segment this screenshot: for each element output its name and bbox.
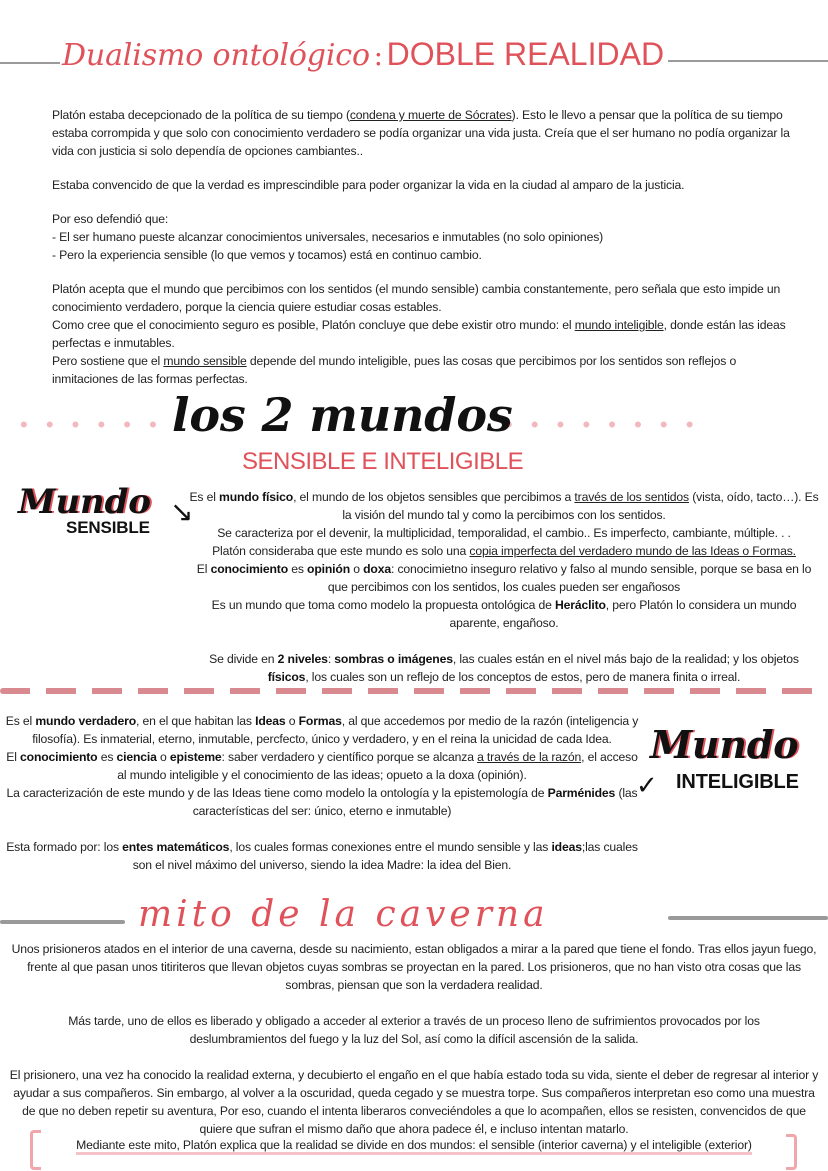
intro-paragraph-4a: Platón acepta que el mundo que percibimos con los sentidos (el mundo sensible) cambia constantemente, pero señala que esto impide un conocimiento verdadero, porque la ciencia quiere estudiar cosas estables. <box>52 282 781 314</box>
intro-paragraph-3-head: Por eso defendió que: <box>52 212 169 226</box>
section-divider <box>0 688 828 694</box>
worlds-title: los 2 mundos <box>172 388 513 442</box>
intro-paragraph-2: Estaba convencido de que la verdad es imprescindible para poder organizar la vida en la ciudad al amparo de la justicia. <box>52 178 685 192</box>
check-arrow-icon: ✓ <box>636 770 658 800</box>
cave-paragraph-1: Unos prisioneros atados en el interior de una caverna, desde su nacimiento, estan obligados a mirar a la pared que tiene el fondo. Tras ellos jayun fuego, frente al que pasan unos titiriteros que llevan objetos cuyas sombras se proyectan en la pared. Los prisioneros, que no han visto otra cosas que las sombras, piensan que son la verdadera realidad. <box>11 942 817 992</box>
cave-rule-left <box>0 920 125 924</box>
intro-paragraph-4c: Pero sostiene que el mundo sensible depende del mundo inteligible, pues las cosas que percibimos por los sentidos son reflejos o inmitaciones de las formas perfectas. <box>52 354 737 386</box>
decorative-dots: • • • • • • • <box>20 412 189 437</box>
sensible-text: Es el mundo físico, el mundo de los objetos sensibles que percibimos a través de los sentidos (vista, oído, tacto…). Es la visión del mundo tal y como la percibimos con los sentidos. Se caracteriza por el devenir, la multiplicidad, temporalidad, el cambio.. Es imperfecto, cambiante, múltiple. . . Platón consideraba que este mundo es solo una copia imperfecta del verdadero mundo de las Ideas o Formas. El conocimiento es opinión o doxa: conocimietno inseguro relativo y falso al mundo sensible, porque se basa en lo que percibimos con los sentidos, los cuales pueden ser engañosos Es un mundo que toma como modelo la propuesta ontológica de Heráclito, pero Platón lo considera un mundo aparente, engañoso. Se divide en 2 niveles: sombras o imágenes, las cuales están en el nivel más bajo de la realidad; y los objetos físicos, los cuales son un reflejo de los conceptos de estos, pero de manera finita o irreal. <box>189 490 819 684</box>
bracket-left <box>30 1130 41 1170</box>
intro-bullet-1: - El ser humano pueste alcanzar conocimientos universales, necesarios e inmutables (no solo opiniones) <box>52 230 604 244</box>
cave-paragraph-3: El prisionero, una vez ha conocido la realidad externa, y decubierto el engaño en el que había estado toda su vida, siente el deber de regresar al interior y ayudar a sus compañeros. Sin embargo, al volver a la oscuridad, queda cegado y se muestra torpe. Sus compañeros interpretan eso como una muestra de que no deben repetir su aventura, Por eso, cuando el intenta liberaros conveciéndoles a que lo acompañen, ellos se resisten, convencidos de que quiere que sufran el mismo daño que ahora padece él, e incluso intentan matarlo. <box>9 1068 819 1136</box>
inteligible-text: Es el mundo verdadero, en el que habitan las Ideas o Formas, al que accedemos por medio de la razón (inteligencia y filosofía). Es inmaterial, eterno, inmutable, percfecto, único y verdadero, y en el reina la unicidad de cada Idea. El conocimiento es ciencia o episteme: saber verdadero y científico porque se alcanza a través de la razón, el acceso al mundo inteligible y el conocimiento de las ideas; opueto a la doxa (opinión). La caracterización de este mundo y de las Ideas tiene como modelo la ontología y la epistemología de Parménides (las características del ser: único, eterno e inmutable) Esta formado por: los entes matemáticos, los cuales formas conexiones entre el mundo sensible y las ideas;las cuales son el nivel máximo del universo, siendo la idea Madre: la idea del Bien. <box>5 714 639 872</box>
title-separator: : <box>373 39 383 72</box>
inteligible-label: Mundo INTELIGIBLE <box>650 722 799 793</box>
decorative-dots: • • • • • • • • <box>505 412 700 437</box>
cave-paragraph-2: Más tarde, uno de ellos es liberado y obligado a acceder al exterior a través de un proceso lleno de sufrimientos provocados por los deslumbramientos del fuego y la luz del Sol, así como la difícil ascensión de la salida. <box>68 1014 760 1046</box>
bracket-right <box>786 1134 797 1170</box>
intro-bullet-2: - Pero la experiencia sensible (lo que vemos y tocamos) está en continuo cambio. <box>52 248 482 262</box>
arrow-icon: ↘ <box>170 496 194 527</box>
sensible-label: Mundo SENSIBLE <box>18 482 151 537</box>
intro-paragraph-1: Platón estaba decepcionado de la política de su tiempo (condena y muerte de Sócrates). Esto le llevo a pensar que la política de su tiempo estaba corrompida y que solo con conocimiento verdadero se podía organizar una vida justa. Creía que el ser humano no podía organizar la vida con justicia si solo dependía de opciones cambiantes.. <box>52 108 790 158</box>
cave-text <box>8 940 820 1138</box>
worlds-subtitle: SENSIBLE E INTELIGIBLE <box>242 448 524 475</box>
cave-conclusion: Mediante este mito, Platón explica que la realidad se divide en dos mundos: el sensible (interior caverna) y el inteligible (exterior) <box>44 1138 784 1152</box>
intro-paragraph-4b: Como cree que el conocimiento seguro es posible, Platón concluye que debe existir otro mundo: el mundo inteligible, donde están las ideas perfectas e inmutables. <box>52 318 786 350</box>
cave-rule-right <box>668 916 828 920</box>
cave-title: mito de la caverna <box>138 894 549 935</box>
title-caps: DOBLE REALIDAD <box>386 36 665 72</box>
page-title <box>62 36 664 73</box>
title-rule-right <box>668 60 828 62</box>
intro-section <box>52 106 802 388</box>
title-rule-left <box>0 62 60 64</box>
title-script: Dualismo ontológico <box>62 38 370 73</box>
